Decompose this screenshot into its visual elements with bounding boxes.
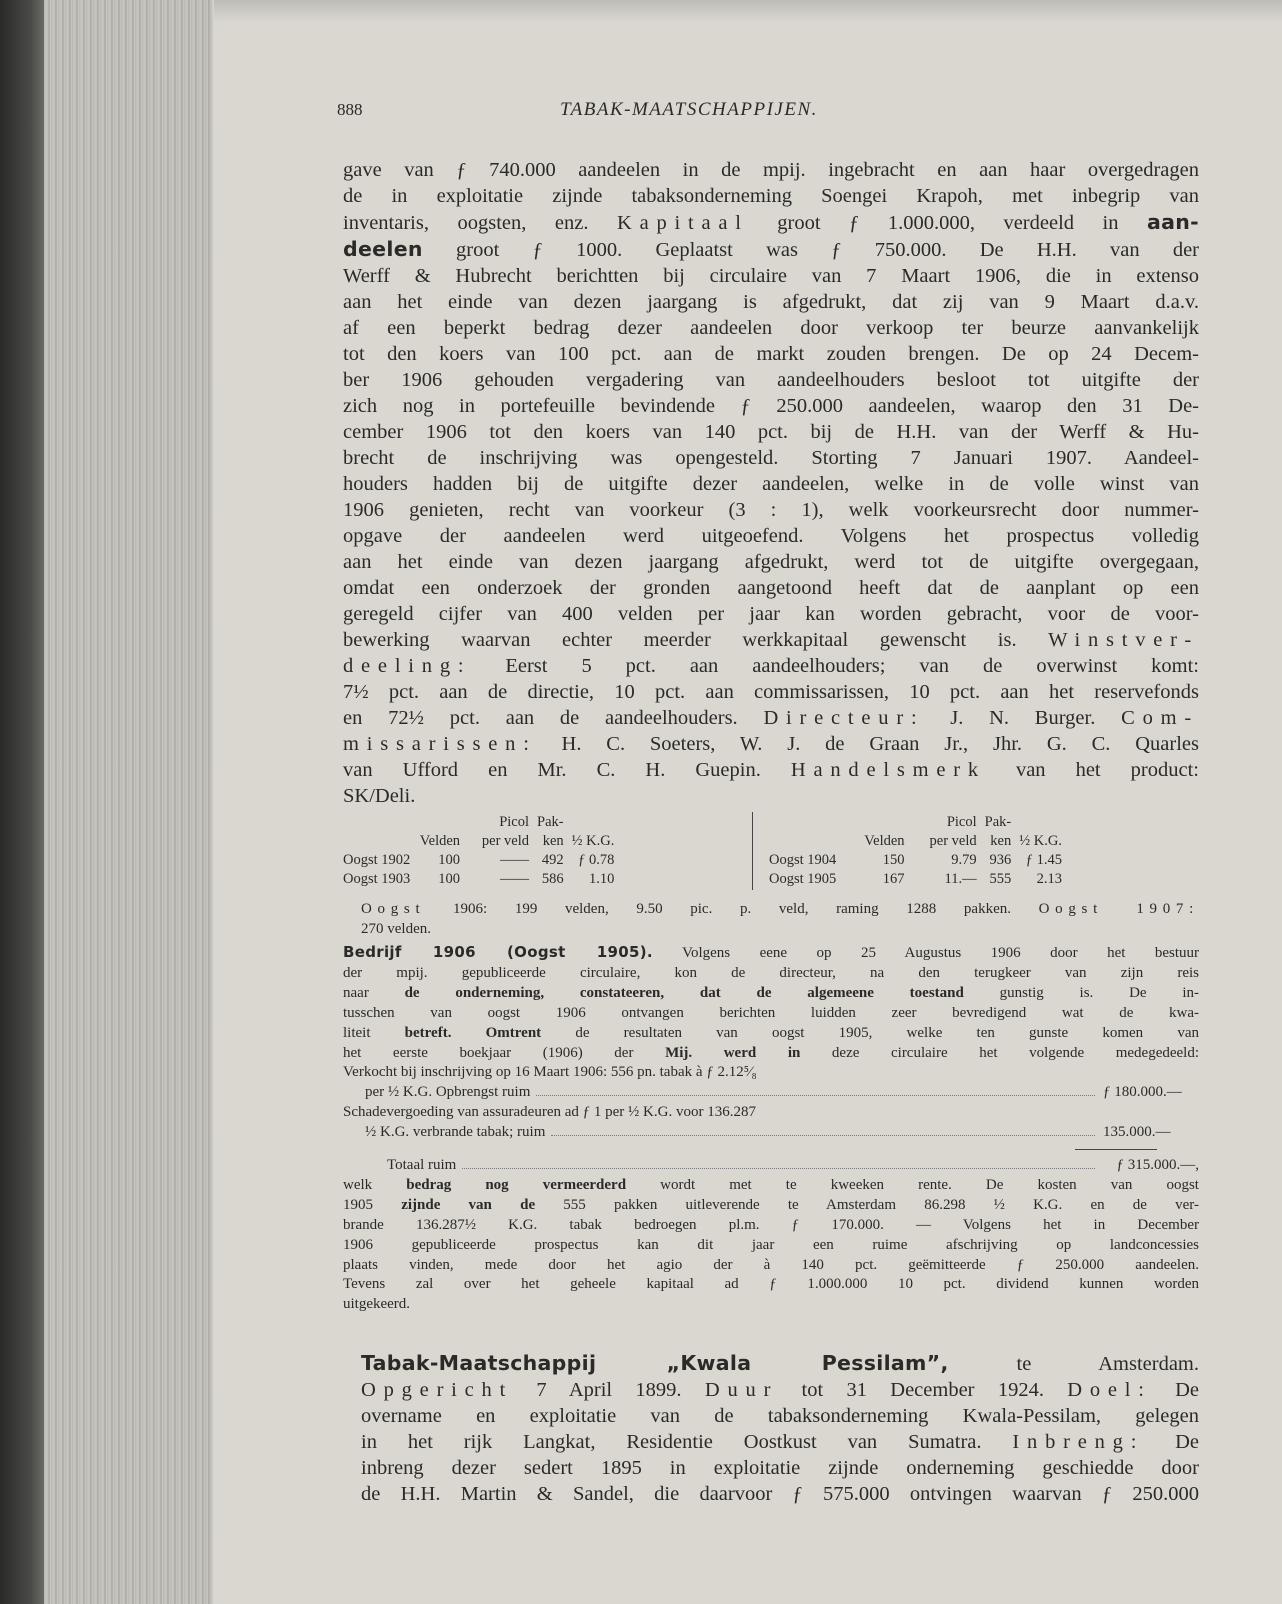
revenue-items xyxy=(343,1083,1199,1143)
text-line xyxy=(343,783,1199,809)
text-run: cember 1906 tot den koers van 140 pct. bij de H.H. van der Werff & Hu- xyxy=(343,421,1199,443)
dot-leader xyxy=(551,1135,1095,1136)
spaced-label-text: Oogst 1907: xyxy=(1038,901,1199,917)
spaced-label-text: Opgericht xyxy=(361,1379,514,1401)
page-number: 888 xyxy=(337,100,363,119)
spaced-label-text: Duur xyxy=(704,1379,779,1401)
text-run: Werff & Hubrecht berichtten bij circulaire van 7 Maart 1906, die in extenso xyxy=(343,265,1199,287)
item-label: per ½ K.G. Opbrengst ruim xyxy=(365,1084,531,1101)
text-run: 270 velden. xyxy=(361,920,431,937)
text-run: af een beperkt bedrag dezer aandeelen door verkoop ter beurze aanvankelijk xyxy=(343,317,1199,339)
text-run: de resultaten van oogst 1905, welke ten gunste komen van xyxy=(541,1024,1199,1041)
text-line xyxy=(343,1236,1199,1256)
text-run: in het rijk Langkat, Residentie Oostkust van Sumatra. xyxy=(361,1431,1013,1453)
text-run: wordt met te kweeken rente. De kosten van oogst xyxy=(626,1176,1199,1193)
item-amount: 135.000.— xyxy=(1103,1124,1171,1141)
text-line xyxy=(343,920,1199,940)
text-line xyxy=(343,627,1199,653)
dot-leader xyxy=(462,1168,1095,1169)
text-line xyxy=(343,705,1199,731)
col-header: ½ K.G. xyxy=(571,833,615,849)
item-amount: ƒ 180.000.— xyxy=(1103,1084,1182,1101)
text-run: aan het einde van dezen jaargang afgedrukt, werd tot de uitgifte overgegaan, xyxy=(343,551,1199,573)
page-top-shadow xyxy=(214,0,1282,22)
text-run: liteit xyxy=(343,1024,405,1041)
text-run: overname en exploitatie van de tabaksonderneming Kwala-Pessilam, gelegen xyxy=(361,1405,1199,1427)
text-run: 7½ pct. aan de directie, 10 pct. aan commissarissen, 10 pct. aan het reservefonds xyxy=(343,681,1199,703)
text-run: 1906 gepubliceerde prospectus kan dit jaar een ruime afschrijving op landconcessies xyxy=(343,1236,1199,1253)
page-edges xyxy=(44,0,214,1604)
text-run: Mij. werd in xyxy=(665,1044,801,1061)
col-header: Pak- xyxy=(984,814,1012,830)
text-line xyxy=(343,471,1199,497)
table-cell: Oogst 1902 xyxy=(343,852,411,868)
text-line xyxy=(343,731,1199,757)
text-run: plaats vinden, mede door het agio der à 140 pct. geëmitteerde ƒ 250.000 aandeelen. xyxy=(343,1256,1199,1273)
text-run: Verkocht bij inschrijving op 16 Maart 1906: 556 pn. tabak à ƒ 2.12⁵⁄₈ xyxy=(343,1064,757,1081)
col-header: Picol xyxy=(499,814,530,830)
text-line xyxy=(343,236,1199,263)
table-cell: 11.— xyxy=(944,871,977,887)
harvest-estimate xyxy=(343,900,1199,940)
text-line xyxy=(343,1063,1199,1083)
text-line xyxy=(343,575,1199,601)
text-run: betreft. Omtrent xyxy=(404,1024,542,1041)
bedrijf-conclusion xyxy=(343,1176,1199,1315)
col-header: Pak- xyxy=(537,814,564,830)
text-line xyxy=(343,1377,1199,1403)
text-line xyxy=(343,1216,1199,1236)
text-line xyxy=(343,943,1199,964)
col-header: ½ K.G. xyxy=(1019,833,1062,849)
table-cell: 1.10 xyxy=(588,871,615,887)
text-run: te Amsterdam. xyxy=(948,1353,1199,1375)
revenue-item xyxy=(343,1083,1199,1103)
text-run: ber 1906 gehouden vergadering van aandeelhouders besloot tot uitgifte der xyxy=(343,369,1199,391)
text-line xyxy=(343,601,1199,627)
bedrijf-section xyxy=(343,943,1199,1143)
text-run: brecht de inschrijving was opengesteld. Storting 7 Januari 1907. Aandeel- xyxy=(343,447,1199,469)
bold-heading-text: aan- xyxy=(1147,210,1199,234)
text-line xyxy=(343,1196,1199,1216)
bold-heading-text: deelen xyxy=(343,237,423,261)
text-run: J. N. Burger. xyxy=(924,707,1122,729)
text-line xyxy=(343,419,1199,445)
text-run: de H.H. Martin & Sandel, die daarvoor ƒ 575.000 ontvingen waarvan ƒ 250.000 xyxy=(361,1483,1199,1505)
text-run: der mpij. gepubliceerde circulaire, kon de directeur, na den terugkeer van zijn reis xyxy=(343,964,1199,981)
table-row xyxy=(343,851,614,870)
text-line xyxy=(343,1403,1199,1429)
table-cell: ƒ 1.45 xyxy=(1025,852,1062,868)
col-header: ken xyxy=(542,833,564,849)
bedrijf-total-section xyxy=(343,1156,1199,1315)
bedrijf-paragraph xyxy=(343,943,1199,1083)
harvest-table-right xyxy=(769,813,1062,889)
spaced-label-text: Oogst xyxy=(361,901,426,917)
table-divider xyxy=(752,812,753,890)
text-line xyxy=(343,757,1199,783)
text-run: en 72½ pct. aan de aandeelhouders. xyxy=(343,707,764,729)
text-line xyxy=(343,183,1199,209)
table-row xyxy=(769,851,1062,870)
text-run: SK/Deli. xyxy=(343,785,416,807)
text-line xyxy=(343,653,1199,679)
text-run: groot ƒ 1000. Geplaatst was ƒ 750.000. De H.H. van der xyxy=(422,239,1199,261)
table-cell: 492 xyxy=(541,852,564,868)
text-run: gunstig is. De in- xyxy=(963,984,1199,1001)
text-line xyxy=(343,263,1199,289)
text-run: omdat een onderzoek der gronden aangetoond heeft dat de aanplant op een xyxy=(343,577,1199,599)
spaced-label-text: Doel: xyxy=(1067,1379,1152,1401)
text-line xyxy=(343,523,1199,549)
spaced-label-text: Directeur: xyxy=(763,707,925,729)
table-cell: 9.79 xyxy=(951,852,977,868)
text-run: opgave der aandeelen werd uitgeoefend. Volgens het prospectus volledig xyxy=(343,525,1199,547)
text-run: 1905 xyxy=(343,1196,402,1213)
spaced-label-text: deeling: xyxy=(343,655,472,677)
item-label: Schadevergoeding van assuradeuren ad ƒ 1 per ½ K.G. voor 136.287 xyxy=(343,1104,756,1121)
table-cell: 150 xyxy=(882,852,905,868)
table-cell: Oogst 1905 xyxy=(769,871,837,887)
text-run: houders hadden bij de uitgifte dezer aandeelen, welke in de volle winst van xyxy=(343,473,1199,495)
bold-heading-text: Tabak-Maatschappij „Kwala Pessilam”, xyxy=(361,1351,949,1375)
text-line xyxy=(343,679,1199,705)
col-header: ken xyxy=(990,833,1012,849)
harvest-table-left xyxy=(343,813,614,889)
text-run: gave van ƒ 740.000 aandeelen in de mpij. ingebracht en aan haar overgedragen xyxy=(343,159,1199,181)
bold-heading-text: Bedrijf 1906 (Oogst 1905). xyxy=(343,943,653,961)
spaced-label-text: Winstver- xyxy=(1048,629,1199,651)
text-line xyxy=(343,1481,1199,1507)
text-run: Volgens eene op 25 Augustus 1906 door het bestuur xyxy=(652,945,1199,961)
table-cell: ƒ 0.78 xyxy=(578,852,615,868)
col-header: Picol xyxy=(946,814,977,830)
table-cell: 100 xyxy=(438,852,461,868)
table-cell: 100 xyxy=(438,871,461,887)
text-line xyxy=(343,289,1199,315)
text-run: aan het einde van dezen jaargang is afgedrukt, dat zij van 9 Maart d.a.v. xyxy=(343,291,1199,313)
sum-rule xyxy=(1075,1149,1157,1150)
running-title: TABAK-MAATSCHAPPIJEN. xyxy=(560,99,818,120)
text-line xyxy=(343,445,1199,471)
text-line xyxy=(343,964,1199,984)
text-run: H. C. Soeters, W. J. de Graan Jr., Jhr. G. C. Quarles xyxy=(536,733,1199,755)
spaced-label-text: Handelsmerk xyxy=(790,759,986,781)
total-row xyxy=(343,1156,1199,1176)
spaced-label-text: missarissen: xyxy=(343,733,537,755)
text-run: tot den koers van 100 pct. aan de markt zouden brengen. De op 24 Decem- xyxy=(343,343,1199,365)
text-run: tusschen van oogst 1906 ontvangen berichten luidden zeer bevredigend wat de kwa- xyxy=(343,1004,1199,1021)
text-run: naar xyxy=(343,984,405,1001)
text-run: groot ƒ 1.000.000, verdeeld in xyxy=(748,212,1148,234)
table-cell: 167 xyxy=(882,871,905,887)
total-label: Totaal ruim xyxy=(387,1157,457,1173)
dot-leader xyxy=(536,1095,1095,1096)
text-run: De xyxy=(1151,1379,1199,1401)
text-line xyxy=(343,393,1199,419)
text-run: welk xyxy=(343,1176,407,1193)
text-run: de in exploitatie zijnde tabaksonderneming Soengei Krapoh, met inbegrip van xyxy=(343,185,1199,207)
text-line xyxy=(343,1176,1199,1196)
table-cell: —— xyxy=(500,871,530,887)
text-run: uitgekeerd. xyxy=(343,1296,411,1313)
text-line xyxy=(343,984,1199,1004)
text-line xyxy=(343,341,1199,367)
text-line xyxy=(343,1275,1199,1295)
text-line xyxy=(343,1429,1199,1455)
text-run: deze circulaire het volgende medegedeeld: xyxy=(800,1044,1199,1061)
table-row xyxy=(343,870,614,889)
text-line xyxy=(343,1044,1199,1064)
text-line xyxy=(343,1256,1199,1276)
harvest-table xyxy=(343,813,614,889)
text-run: 1906 genieten, recht van voorkeur (3 : 1), welk voorkeursrecht door nummer- xyxy=(343,499,1199,521)
harvest-table xyxy=(769,813,1062,889)
text-run: Eerst 5 pct. aan aandeelhouders; van de overwinst komt: xyxy=(471,655,1199,677)
col-header: per veld xyxy=(929,833,977,849)
book-spine xyxy=(0,0,44,1604)
table-cell: 555 xyxy=(989,871,1012,887)
spaced-label-text: Inbreng: xyxy=(1012,1431,1145,1453)
text-run: van het product: xyxy=(985,759,1199,781)
text-run: de onderneming, constateeren, dat de algemeene toestand xyxy=(404,984,964,1001)
col-header: Velden xyxy=(419,833,461,849)
text-run: inbreng dezer sedert 1895 in exploitatie zijnde onderneming geschiedde door xyxy=(361,1457,1199,1479)
item-label: ½ K.G. verbrande tabak; ruim xyxy=(365,1124,546,1141)
text-run: het eerste boekjaar (1906) der xyxy=(343,1044,666,1061)
text-run: inventaris, oogsten, enz. xyxy=(343,212,617,234)
text-line xyxy=(343,900,1199,920)
text-line xyxy=(343,1455,1199,1481)
text-line xyxy=(343,157,1199,183)
text-run: brande 136.287½ K.G. tabak bedroegen pl.m. ƒ 170.000. — Volgens het in December xyxy=(343,1216,1199,1233)
text-run: De xyxy=(1144,1431,1199,1453)
table-cell: —— xyxy=(500,852,530,868)
text-run: tot 31 December 1924. xyxy=(778,1379,1068,1401)
text-run: geregeld cijfer van 400 velden per jaar kan worden gebracht, voor de voor- xyxy=(343,603,1199,625)
total-amount: ƒ 315.000.—, xyxy=(1116,1157,1199,1173)
text-line xyxy=(343,549,1199,575)
text-run: 1906: 199 velden, 9.50 pic. p. veld, raming 1288 pakken. xyxy=(425,901,1039,917)
table-row xyxy=(769,870,1062,889)
text-line xyxy=(343,209,1199,236)
text-run: bewerking waarvan echter meerder werkkapitaal gewenscht is. xyxy=(343,629,1049,651)
text-run: Tevens zal over het geheele kapitaal ad ƒ 1.000.000 10 pct. dividend kunnen worden xyxy=(343,1276,1199,1293)
spaced-label-text: Com- xyxy=(1121,707,1199,729)
table-cell: Oogst 1903 xyxy=(343,871,411,887)
col-header: Velden xyxy=(864,833,905,849)
text-run: 555 pakken uitleverende te Amsterdam 86.298 ½ K.G. en de ver- xyxy=(535,1196,1199,1213)
revenue-item xyxy=(343,1103,1199,1123)
main-paragraph xyxy=(343,157,1199,809)
text-line xyxy=(343,1024,1199,1044)
spaced-label-text: Kapitaal xyxy=(616,212,749,234)
text-line xyxy=(343,1350,1199,1377)
text-run: zich nog in portefeuille bevindende ƒ 250.000 aandeelen, waarop den 31 De- xyxy=(343,395,1199,417)
text-run: 7 April 1899. xyxy=(513,1379,705,1401)
revenue-item xyxy=(343,1123,1199,1143)
text-run: van Ufford en Mr. C. H. Guepin. xyxy=(343,759,791,781)
kwala-pessilam-entry xyxy=(343,1350,1199,1507)
table-cell: 586 xyxy=(541,871,564,887)
text-run: zijnde van de xyxy=(401,1196,536,1213)
table-cell: Oogst 1904 xyxy=(769,852,837,868)
text-line xyxy=(343,1295,1199,1315)
text-line xyxy=(343,367,1199,393)
table-cell: 2.13 xyxy=(1036,871,1062,887)
text-line xyxy=(343,315,1199,341)
col-header: per veld xyxy=(481,833,530,849)
text-run: bedrag nog vermeerderd xyxy=(406,1176,627,1193)
table-cell: 936 xyxy=(989,852,1012,868)
text-line xyxy=(343,497,1199,523)
text-line xyxy=(343,1004,1199,1024)
